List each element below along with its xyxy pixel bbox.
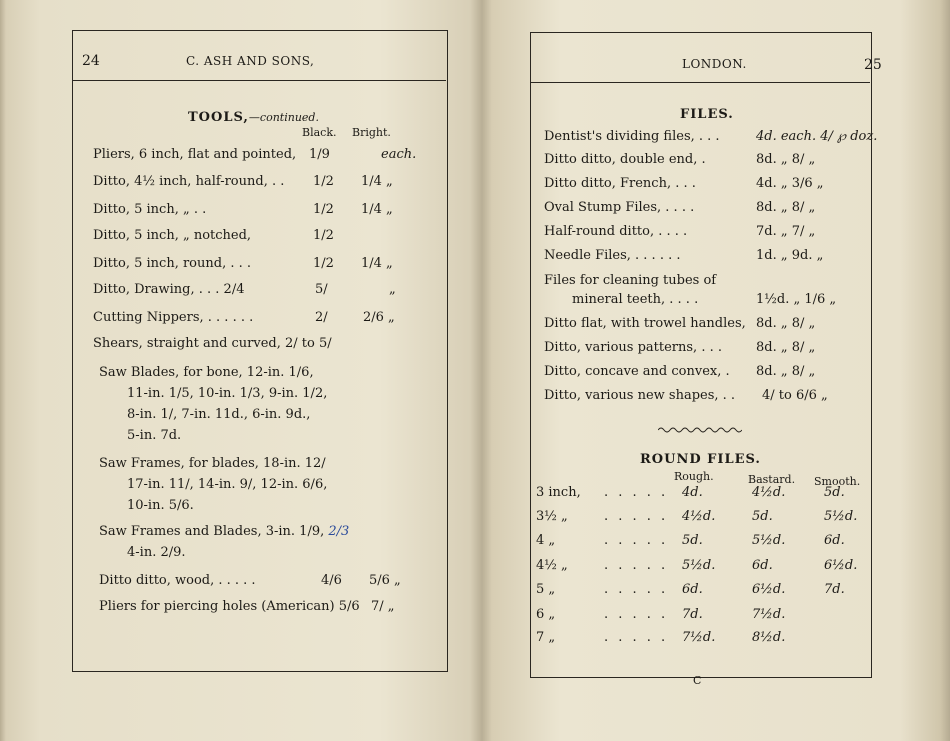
file-desc: Needle Files, . . . . . . <box>544 248 681 263</box>
file-desc: Ditto, concave and convex, . <box>544 364 730 379</box>
round-file-size: 4 „ <box>536 533 556 548</box>
round-file-size: 4½ „ <box>536 558 568 573</box>
tool-row <box>93 282 396 297</box>
file-desc: Oval Stump Files, . . . . <box>544 200 695 215</box>
round-file-smooth: 5½d. <box>824 509 858 524</box>
tool-bright: 7/ „ <box>371 599 395 614</box>
tool-row <box>93 310 395 325</box>
left-page <box>16 20 472 733</box>
round-file-rough: 7d. <box>682 607 703 622</box>
page-number: 24 <box>82 53 100 69</box>
round-file-smooth: 6½d. <box>824 558 858 573</box>
tool-bright: 5/6 „ <box>369 573 401 588</box>
file-row <box>544 200 816 215</box>
file-desc: Ditto, various new shapes, . . <box>544 388 736 403</box>
round-file-bastard: 7½d. <box>752 607 786 622</box>
round-file-rough: 7½d. <box>682 630 716 645</box>
tool-desc: Ditto, 5 inch, „ . . <box>93 202 207 217</box>
round-file-size: 7 „ <box>536 630 556 645</box>
leader-dots: . . . . . <box>604 630 669 645</box>
running-head: LONDON. <box>682 57 747 71</box>
round-file-rough: 4d. <box>682 485 703 500</box>
tool-row <box>93 228 334 243</box>
col-black-header: Black. <box>302 126 337 139</box>
round-file-smooth: 7d. <box>824 582 845 597</box>
tool-desc: Pliers for piercing holes (American) 5/6 <box>99 599 360 614</box>
tool-desc: Ditto, Drawing, . . . 2/4 <box>93 282 245 297</box>
tool-desc: Ditto, 4½ inch, half-round, . . <box>93 174 285 189</box>
saw-blades-line: Saw Blades, for bone, 12-in. 1/6, <box>99 365 314 380</box>
col-rough-header: Rough. <box>674 470 714 483</box>
tool-row <box>99 573 401 588</box>
tools-heading: TOOLS, <box>188 110 249 125</box>
round-file-smooth: 5d. <box>824 485 845 500</box>
file-row <box>544 364 816 379</box>
round-file-bastard: 6½d. <box>752 582 786 597</box>
round-file-rough: 4½d. <box>682 509 716 524</box>
file-row <box>544 224 816 239</box>
file-price: 8d. „ 8/ „ <box>756 152 816 167</box>
file-price: 8d. „ 8/ „ <box>756 340 816 355</box>
round-file-rough: 5d. <box>682 533 703 548</box>
tool-row <box>93 147 417 162</box>
leader-dots: . . . . . <box>604 582 669 597</box>
file-price: 8d. „ 8/ „ <box>756 316 816 331</box>
right-page <box>486 20 936 733</box>
file-row <box>544 176 824 191</box>
file-desc: mineral teeth, . . . . <box>572 292 699 307</box>
file-desc: Dentist's dividing files, . . . <box>544 129 720 144</box>
tool-black: 1/2 <box>313 228 334 243</box>
round-file-size: 3½ „ <box>536 509 568 524</box>
round-file-bastard: 5½d. <box>752 533 786 548</box>
file-cleaning-line: Files for cleaning tubes of <box>544 273 717 288</box>
file-price: 4d. each. 4/ ℘ doz. <box>756 129 878 144</box>
file-row <box>544 152 816 167</box>
file-cleaning-line <box>572 292 837 307</box>
tool-black: 5/ <box>315 282 328 297</box>
section-heading <box>188 110 319 125</box>
file-row <box>544 129 878 144</box>
saw-frames-blades-text: Saw Frames and Blades, 3-in. 1/9, <box>99 524 325 539</box>
handwritten-correction: 2/3 <box>328 524 350 539</box>
saw-frames-line: 17-in. 11/, 14-in. 9/, 12-in. 6/6, <box>127 477 328 492</box>
leader-dots: . . . . . <box>604 607 669 622</box>
signature-mark: C <box>693 674 702 687</box>
saw-frames-blades-line <box>99 524 349 539</box>
leader-dots: . . . . . <box>604 485 669 500</box>
saw-blades-line: 8-in. 1/, 7-in. 11d., 6-in. 9d., <box>127 407 311 422</box>
tool-black: 2/ <box>315 310 328 325</box>
tool-desc: Cutting Nippers, . . . . . . <box>93 310 254 325</box>
tool-desc: Ditto, 5 inch, „ notched, <box>93 228 252 243</box>
file-row <box>544 248 824 263</box>
file-price: 4/ to 6/6 „ <box>762 388 828 403</box>
saw-blades-line: 11-in. 1/5, 10-in. 1/3, 9-in. 1/2, <box>127 386 328 401</box>
round-file-smooth: 6d. <box>824 533 845 548</box>
tool-bright: 1/4 „ <box>361 174 393 189</box>
continued-label: —continued. <box>248 111 319 124</box>
tool-desc: Ditto ditto, wood, . . . . . <box>99 573 256 588</box>
saw-blades-line: 5-in. 7d. <box>127 428 182 443</box>
round-file-size: 6 „ <box>536 607 556 622</box>
round-file-bastard: 8½d. <box>752 630 786 645</box>
round-file-rough: 5½d. <box>682 558 716 573</box>
col-smooth-header: Smooth. <box>814 475 861 488</box>
tool-row <box>99 599 395 614</box>
file-price: 8d. „ 8/ „ <box>756 200 816 215</box>
file-desc: Ditto flat, with trowel handles, <box>544 316 746 331</box>
file-row <box>544 340 816 355</box>
file-desc: Ditto ditto, double end, . <box>544 152 706 167</box>
file-price: 7d. „ 7/ „ <box>756 224 816 239</box>
tool-bright: each. <box>381 147 417 162</box>
file-row <box>544 388 828 403</box>
round-file-size: 3 inch, <box>536 485 581 500</box>
leader-dots: . . . . . <box>604 533 669 548</box>
round-file-bastard: 6d. <box>752 558 773 573</box>
col-bastard-header: Bastard. <box>748 473 796 486</box>
files-heading: FILES. <box>680 107 734 122</box>
tool-desc: Ditto, 5 inch, round, . . . <box>93 256 252 271</box>
tool-row <box>93 256 393 271</box>
col-bright-header: Bright. <box>352 126 391 139</box>
leader-dots: . . . . . <box>604 509 669 524</box>
round-file-rough: 6d. <box>682 582 703 597</box>
file-desc: Ditto, various patterns, . . . <box>544 340 722 355</box>
tool-black: 1/9 <box>309 147 330 162</box>
tool-bright: 1/4 „ <box>361 202 393 217</box>
file-price: 4d. „ 3/6 „ <box>756 176 824 191</box>
round-file-bastard: 4½d. <box>752 485 786 500</box>
tool-row <box>93 336 332 351</box>
tool-black: 4/6 <box>321 573 342 588</box>
saw-frames-line: Saw Frames, for blades, 18-in. 12/ <box>99 456 326 471</box>
tool-bright: „ <box>389 282 396 297</box>
wavy-divider <box>658 426 742 434</box>
tool-black: 1/2 <box>313 256 334 271</box>
tool-bright: 1/4 „ <box>361 256 393 271</box>
file-price: 1½d. „ 1/6 „ <box>756 292 837 307</box>
tool-bright: 2/6 „ <box>363 310 395 325</box>
round-file-bastard: 5d. <box>752 509 773 524</box>
saw-frames-line: 10-in. 5/6. <box>127 498 194 513</box>
round-files-heading: ROUND FILES. <box>640 452 761 467</box>
saw-frames-blades-line: 4-in. 2/9. <box>127 545 186 560</box>
leader-dots: . . . . . <box>604 558 669 573</box>
tool-row <box>93 174 393 189</box>
tool-black: 1/2 <box>313 202 334 217</box>
page-number: 25 <box>864 57 882 73</box>
round-file-size: 5 „ <box>536 582 556 597</box>
file-desc: Half-round ditto, . . . . <box>544 224 688 239</box>
tool-desc: Pliers, 6 inch, flat and pointed, <box>93 147 297 162</box>
file-row <box>544 316 816 331</box>
file-desc: Ditto ditto, French, . . . <box>544 176 696 191</box>
running-head: C. ASH AND SONS, <box>186 54 315 68</box>
tool-black: 1/2 <box>313 174 334 189</box>
file-price: 8d. „ 8/ „ <box>756 364 816 379</box>
file-price: 1d. „ 9d. „ <box>756 248 824 263</box>
header-rule <box>72 80 446 81</box>
header-rule <box>530 82 870 83</box>
tool-row <box>93 202 393 217</box>
tool-desc: Shears, straight and curved, 2/ to 5/ <box>93 336 332 351</box>
